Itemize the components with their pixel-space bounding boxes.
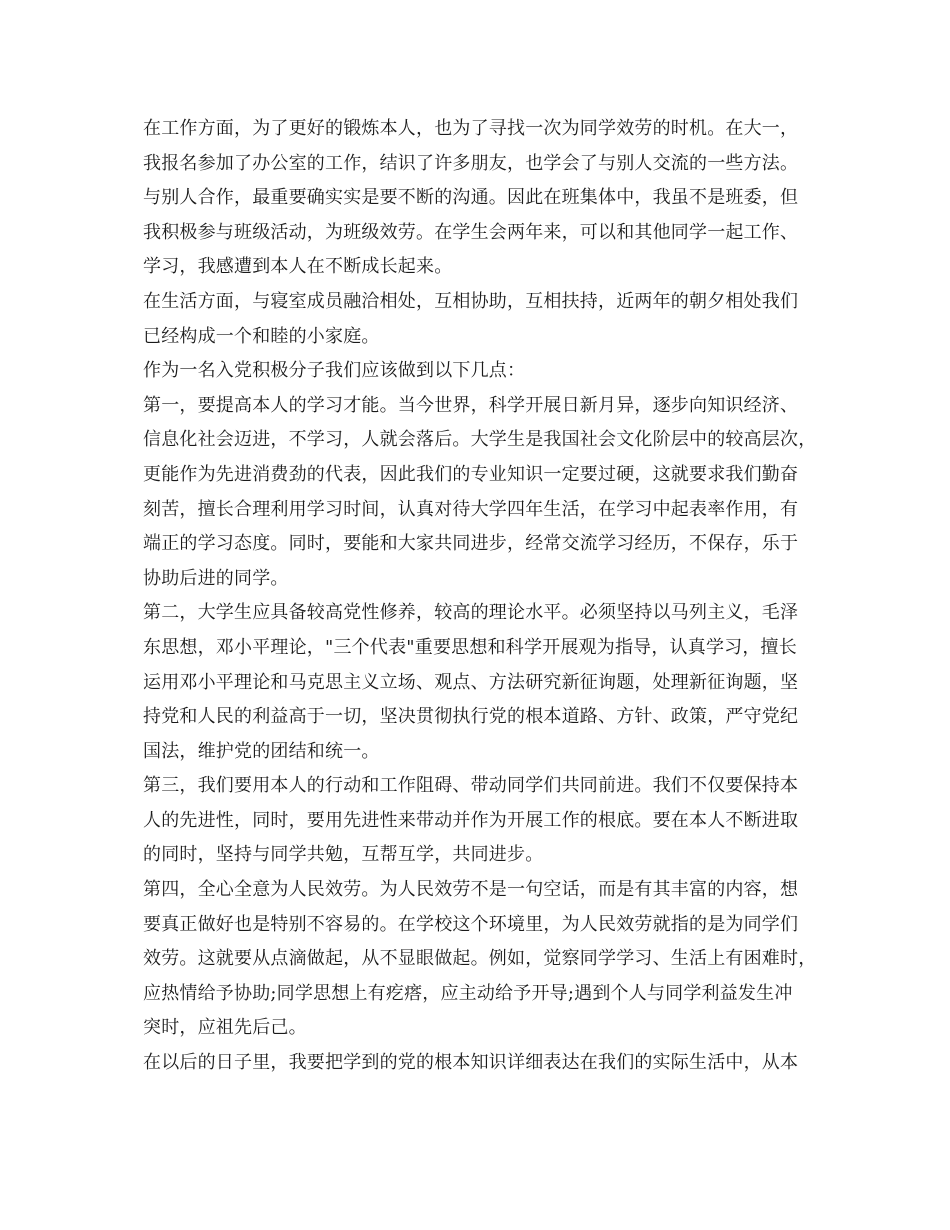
text-line: 在工作方面，为了更好的锻炼本人，也为了寻找一次为同学效劳的时机。在大一， [143, 118, 799, 139]
text-line: 要真正做好也是特别不容易的。在学校这个环境里，为人民效劳就指的是为同学们 [143, 913, 799, 935]
text-line: 学习，我感遭到本人在不断成长起来。 [143, 256, 453, 278]
text-line: 国法，维护党的团结和统一。 [143, 740, 380, 762]
text-line: 与别人合作，最重要确实实是要不断的沟通。因此在班集体中，我虽不是班委，但 [143, 187, 799, 209]
text-line: 第一，要提高本人的学习才能。当今世界，科学开展日新月异，逐步向知识经济、 [143, 394, 799, 416]
text-line: 第二，大学生应具备较高党性修养，较高的理论水平。必须坚持以马列主义，毛泽 [143, 602, 799, 624]
text-line: 协助后进的同学。 [143, 567, 289, 589]
text-line: 刻苦，擅长合理利用学习时间，认真对待大学四年生活，在学习中起表率作用，有 [143, 498, 799, 520]
text-line: 效劳。这就要从点滴做起，从不显眼做起。例如，觉察同学学习、生活上有困难时， [143, 948, 817, 970]
document-body [143, 112, 828, 1081]
text-line: 我报名参加了办公室的工作，结识了许多朋友，也学会了与别人交流的一些方法。 [143, 152, 799, 174]
text-line: 第四，全心全意为人民效劳。为人民效劳不是一句空话，而是有其丰富的内容，想 [143, 879, 799, 901]
text-line: 运用邓小平理论和马克思主义立场、观点、方法研究新征询题，处理新征询题，坚 [143, 671, 799, 693]
text-line: 的同时，坚持与同学共勉，互帮互学，共同进步。 [143, 844, 544, 866]
text-line: 应热情给予协助;同学思想上有疙瘩，应主动给予开导;遇到个人与同学利益发生冲 [143, 982, 793, 1004]
text-line: 突时，应祖先后己。 [143, 1017, 307, 1039]
text-line: 人的先进性，同时，要用先进性来带动并作为开展工作的根底。要在本人不断进取 [143, 809, 799, 831]
text-line: 端正的学习态度。同时，要能和大家共同进步，经常交流学习经历，不保存，乐于 [143, 533, 799, 555]
text-line: 在以后的日子里，我要把学到的党的根本知识详细表达在我们的实际生活中，从本 [143, 1052, 799, 1074]
text-line: 更能作为先进消费劲的代表，因此我们的专业知识一定要过硬，这就要求我们勤奋 [143, 463, 799, 485]
text-line: 持党和人民的利益高于一切，坚决贯彻执行党的根本道路、方针、政策，严守党纪 [143, 706, 799, 728]
text-line: 作为一名入党积极分子我们应该做到以下几点： [143, 360, 526, 382]
text-line: 已经构成一个和睦的小家庭。 [143, 325, 380, 347]
text-line: 我积极参与班级活动，为班级效劳。在学生会两年来，可以和其他同学一起工作、 [143, 221, 799, 243]
text-line: 信息化社会迈进，不学习，人就会落后。大学生是我国社会文化阶层中的较高层次， [143, 429, 817, 451]
text-line: 第三，我们要用本人的行动和工作阻碍、带动同学们共同前进。我们不仅要保持本 [143, 775, 799, 797]
text-line: 东思想，邓小平理论，"三个代表"重要思想和科学开展观为指导，认真学习，擅长 [143, 636, 797, 658]
text-line: 在生活方面，与寝室成员融洽相处，互相协助，互相扶持，近两年的朝夕相处我们 [143, 290, 799, 312]
